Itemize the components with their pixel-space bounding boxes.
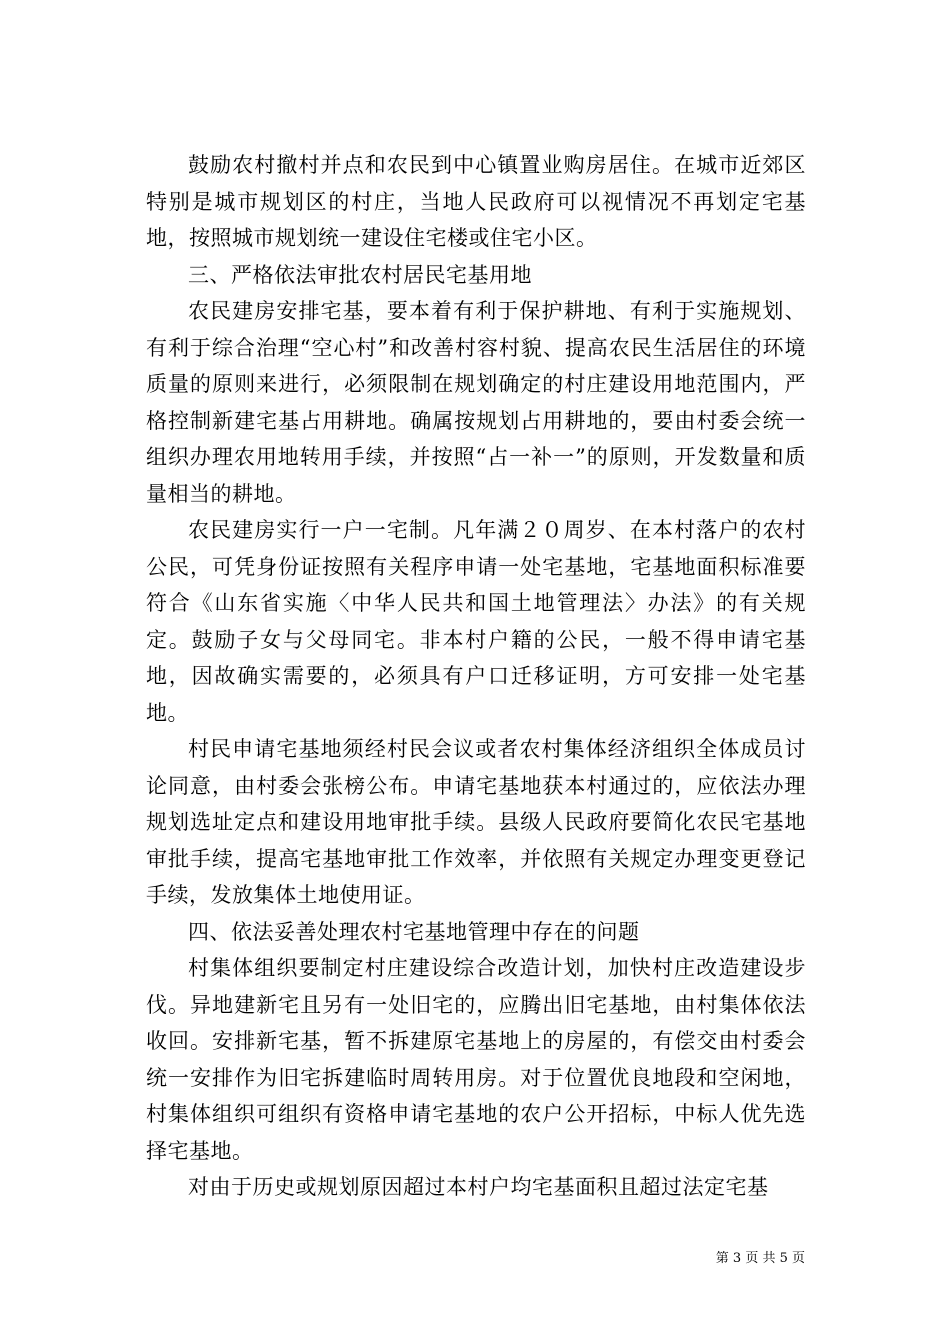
page-number: 第 3 页 共 5 页 bbox=[715, 1251, 805, 1266]
section-heading-4: 四、依法妥善处理农村宅基地管理中存在的问题 bbox=[188, 919, 640, 944]
paragraph-1: 鼓励农村撤村并点和农民到中心镇置业购房居住。在城市近郊区特别是城市规划区的村庄，当地人民政府可以视情况不再划定宅基地，按照城市规划统一建设住宅楼或住宅小区。 bbox=[146, 153, 806, 250]
section-heading-3: 三、严格依法审批农村居民宅基用地 bbox=[188, 262, 532, 287]
paragraph-5: 村集体组织要制定村庄建设综合改造计划，加快村庄改造建设步伐。异地建新宅且另有一处旧宅的，应腾出旧宅基地，由村集体依法收回。安排新宅基，暂不拆建原宅基地上的房屋的，有偿交由村委会统一安排作为旧宅拆建临时周转用房。对于位置优良地段和空闲地，村集体组织可组织有资格申请宅基地的农户公开招标，中标人优先选择宅基地。 bbox=[146, 956, 806, 1163]
paragraph-4: 村民申请宅基地须经村民会议或者农村集体经济组织全体成员讨论同意，由村委会张榜公布。申请宅基地获本村通过的，应依法办理规划选址定点和建设用地审批手续。县级人民政府要简化农民宅基地审批手续，提高宅基地审批工作效率，并依照有关规定办理变更登记手续，发放集体土地使用证。 bbox=[146, 737, 806, 907]
paragraph-3: 农民建房实行一户一宅制。凡年满２０周岁、在本村落户的农村公民，可凭身份证按照有关程序申请一处宅基地，宅基地面积标准要符合《山东省实施〈中华人民共和国土地管理法〉办法》的有关规定。鼓励子女与父母同宅。非本村户籍的公民，一般不得申请宅基地，因故确实需要的，必须具有户口迁移证明，方可安排一处宅基地。 bbox=[146, 518, 806, 725]
paragraph-6: 对由于历史或规划原因超过本村户均宅基面积且超过法定宅基 bbox=[188, 1175, 769, 1199]
paragraph-2: 农民建房安排宅基，要本着有利于保护耕地、有利于实施规划、有利于综合治理“空心村”和改善村容村貌、提高农民生活居住的环境质量的原则来进行，必须限制在规划确定的村庄建设用地范围内，严格控制新建宅基占用耕地。确属按规划占用耕地的，要由村委会统一组织办理农用地转用手续，并按照“占一补一”的原则，开发数量和质量相当的耕地。 bbox=[146, 299, 806, 506]
document-body bbox=[146, 147, 806, 1206]
